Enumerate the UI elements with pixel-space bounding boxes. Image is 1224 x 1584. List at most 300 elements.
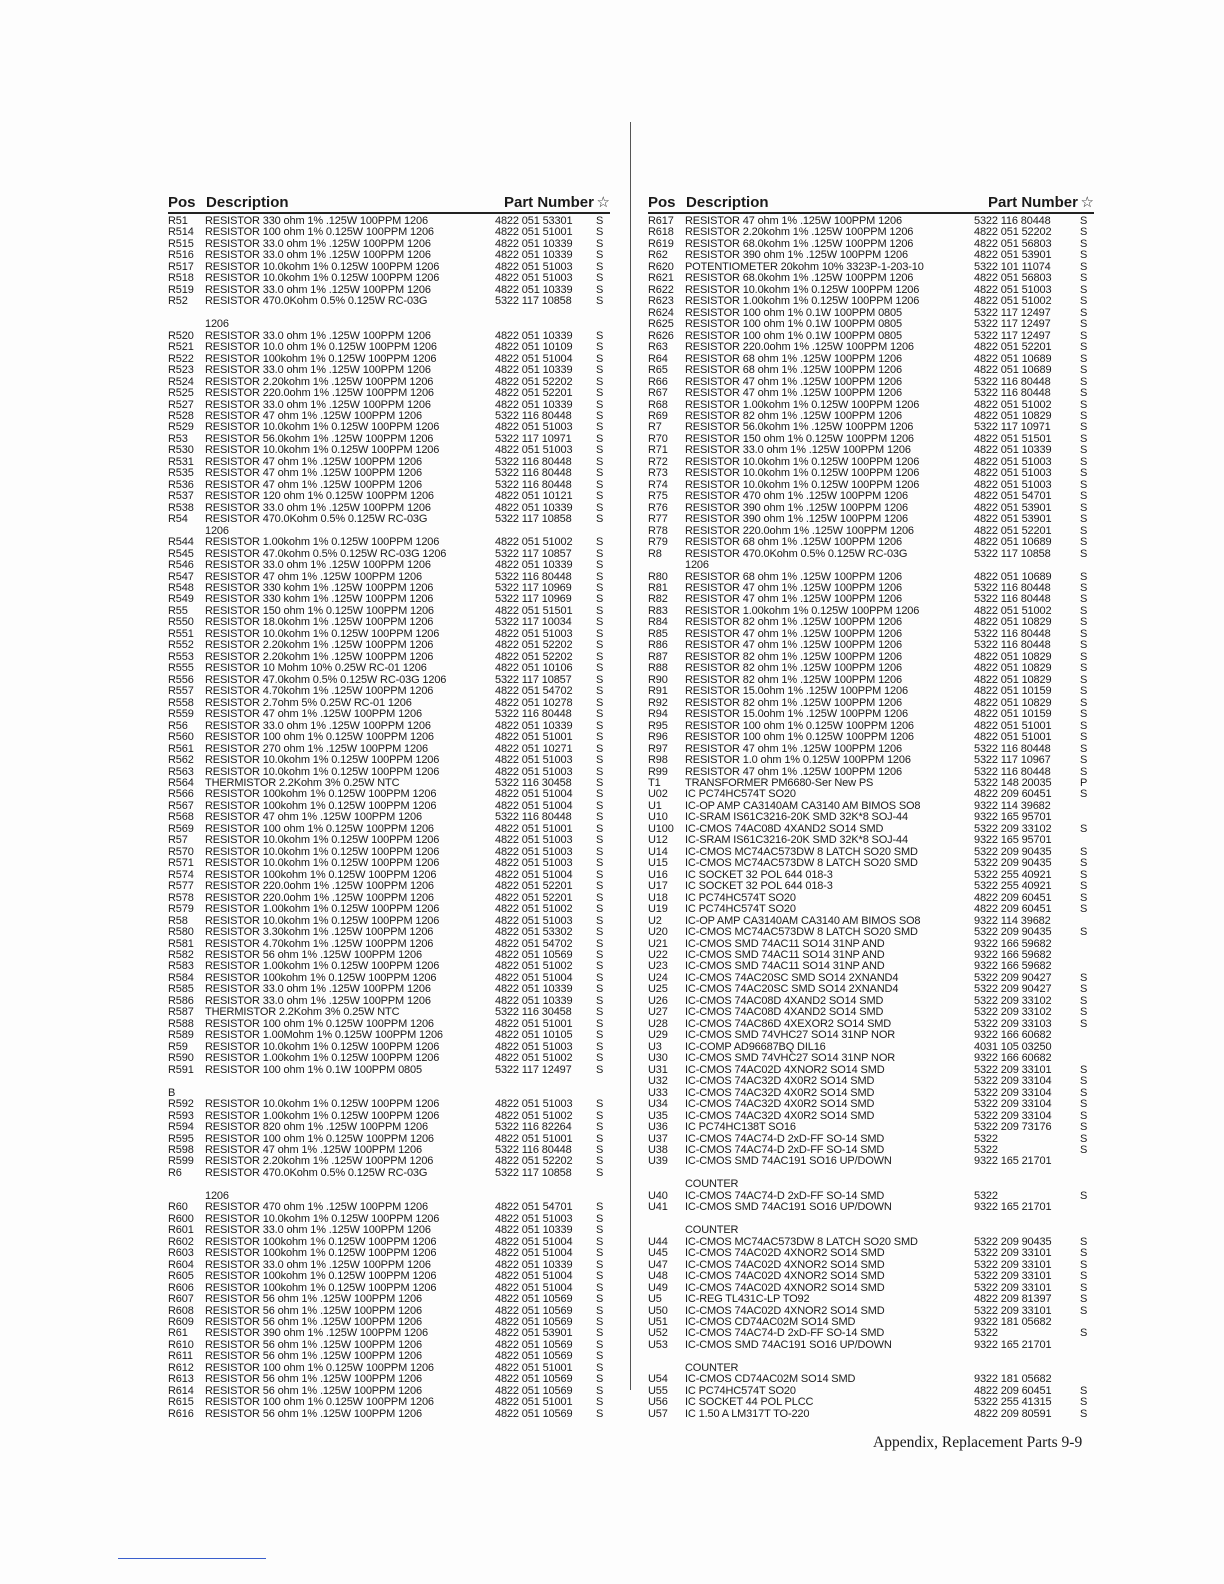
cell-service-code: S [596, 432, 604, 445]
cell-service-code: S [596, 742, 604, 755]
cell-service-code: S [596, 754, 604, 767]
cell-description: TRANSFORMER PM6680-Ser New PS [685, 776, 874, 789]
cell-pos: U52 [648, 1327, 668, 1340]
table-row [648, 1271, 1094, 1282]
cell-part-number: 4822 051 51003 [974, 283, 1052, 296]
cell-part-number: 4822 051 52202 [495, 639, 573, 652]
cell-description: RESISTOR 220.0ohm 1% .125W 100PPM 1206 [205, 891, 434, 904]
cell-description: RESISTOR 56 ohm 1% .125W 100PPM 1206 [205, 1293, 422, 1306]
cell-pos: U37 [648, 1132, 668, 1145]
cell-service-code: S [596, 1052, 604, 1065]
cell-description: RESISTOR 2.20kohm 1% .125W 100PPM 1206 [205, 375, 434, 388]
cell-description: RESISTOR 10.0kohm 1% 0.125W 100PPM 1206 [205, 444, 440, 457]
cell-description: THERMISTOR 2.2Kohm 3% 0.25W NTC [205, 776, 400, 789]
cell-service-code: S [1080, 318, 1088, 331]
cell-service-code: S [596, 994, 604, 1007]
cell-part-number: 4822 051 51001 [495, 226, 573, 239]
cell-pos: U16 [648, 868, 668, 881]
cell-part-number: 5322 209 33102 [974, 822, 1052, 835]
table-header [648, 190, 1094, 214]
table-row [168, 1271, 610, 1282]
cell-description: IC-CMOS 74AC02D 4XNOR2 SO14 SMD [685, 1281, 885, 1294]
cell-service-code: S [596, 949, 604, 961]
cell-part-number: 5322 255 40921 [974, 868, 1052, 881]
table-row [168, 686, 610, 697]
cell-description: RESISTOR 47 ohm 1% .125W 100PPM 1206 [205, 478, 422, 491]
cell-service-code: S [596, 639, 604, 652]
table-row [168, 491, 610, 502]
cell-service-code: S [1080, 868, 1088, 881]
table-row [648, 1248, 1094, 1259]
cell-pos: R94 [648, 708, 668, 721]
cell-pos: R621 [648, 272, 674, 285]
cell-pos: R65 [648, 364, 668, 377]
cell-service-code: S [1080, 1293, 1088, 1306]
cell-description: RESISTOR 47 ohm 1% .125W 100PPM 1206 [685, 375, 902, 388]
cell-description: RESISTOR 68.0kohm 1% .125W 100PPM 1206 [685, 237, 914, 250]
cell-part-number: 5322 116 80448 [495, 570, 572, 583]
table-row [648, 1076, 1094, 1087]
cell-description: IC-CMOS 74AC02D 4XNOR2 SO14 SMD [685, 1063, 885, 1076]
cell-pos: R78 [648, 524, 668, 537]
cell-part-number: 4822 051 10339 [495, 237, 573, 250]
cell-service-code: S [1080, 226, 1088, 239]
cell-service-code: S [596, 1361, 604, 1374]
cell-service-code: S [1080, 1086, 1088, 1099]
cell-service-code: S [1080, 1281, 1088, 1294]
cell-service-code: S [1080, 536, 1088, 549]
table-row [168, 1248, 610, 1259]
cell-part-number: 4822 209 60451 [974, 891, 1052, 904]
cell-description: IC-CMOS 74AC32D 4X0R2 SO14 SMD [685, 1109, 875, 1122]
cell-pos: R83 [648, 604, 668, 617]
cell-part-number: 4822 051 51004 [495, 1270, 573, 1283]
cell-service-code: S [596, 731, 604, 744]
cell-description: IC-CMOS 74AC02D 4XNOR2 SO14 SMD [685, 1270, 885, 1283]
cell-pos: R609 [168, 1316, 194, 1328]
cell-part-number: 4822 051 54702 [495, 937, 573, 950]
cell-service-code: S [596, 857, 604, 870]
cell-service-code: S [1080, 593, 1088, 606]
cell-pos: R8 [648, 547, 662, 560]
cell-service-code: S [1080, 903, 1088, 916]
column-divider [630, 122, 631, 1390]
cell-description: RESISTOR 33.0 ohm 1% .125W 100PPM 1206 [205, 983, 431, 996]
cell-description: IC SOCKET 44 POL PLCC [685, 1396, 814, 1409]
cell-part-number: 4822 051 51003 [495, 1040, 573, 1053]
cell-service-code: S [596, 834, 604, 847]
cell-description: RESISTOR 100 ohm 1% 0.125W 100PPM 1206 [205, 731, 434, 744]
cell-service-code: S [596, 398, 604, 411]
cell-pos: R605 [168, 1270, 194, 1283]
cell-service-code: S [596, 1235, 604, 1248]
table-row [648, 1053, 1094, 1064]
cell-service-code: S [596, 1166, 604, 1179]
cell-description: RESISTOR 220.0ohm 1% .125W 100PPM 1206 [685, 341, 914, 354]
cell-pos: U44 [648, 1235, 668, 1248]
cell-pos: R536 [168, 478, 194, 491]
header-pos: Pos [648, 194, 676, 211]
cell-description: RESISTOR 470.0Kohm 0.5% 0.125W RC-03G [205, 513, 428, 526]
cell-description: IC-CMOS 74AC02D 4XNOR2 SO14 SMD [685, 1258, 885, 1271]
table-row [168, 1053, 610, 1064]
table-row [648, 1099, 1094, 1110]
cell-pos: R88 [648, 662, 668, 675]
cell-part-number: 4822 051 51003 [495, 1098, 573, 1111]
cell-description: IC-CMOS SMD 74AC11 SO14 31NP AND [685, 937, 885, 950]
cell-description: RESISTOR 56 ohm 1% .125W 100PPM 1206 [205, 1407, 422, 1420]
cell-description: IC-REG TL431C-LP TO92 [685, 1293, 810, 1306]
cell-description: IC-CMOS CD74AC02M SO14 SMD [685, 1316, 856, 1328]
cell-service-code: S [596, 1304, 604, 1317]
cell-pos: R610 [168, 1338, 194, 1351]
cell-description: RESISTOR 47 ohm 1% .125W 100PPM 1206 [685, 387, 902, 400]
cell-part-number: 4822 051 53901 [974, 249, 1052, 262]
cell-service-code: S [596, 1293, 604, 1306]
cell-pos: R557 [168, 685, 194, 698]
table-row [168, 709, 610, 720]
cell-service-code: S [596, 616, 604, 629]
cell-part-number: 5322 117 12497 [495, 1063, 572, 1076]
cell-service-code: S [596, 215, 604, 227]
cell-description: RESISTOR 270 ohm 1% .125W 100PPM 1206 [205, 742, 428, 755]
cell-service-code: S [1080, 1396, 1088, 1409]
cell-pos: R77 [648, 513, 668, 526]
cell-description: RESISTOR 56 ohm 1% .125W 100PPM 1206 [205, 1350, 422, 1363]
cell-service-code: S [1080, 467, 1088, 480]
cell-part-number: 4822 051 52201 [974, 341, 1052, 354]
cell-description: RESISTOR 82 ohm 1% .125W 100PPM 1206 [685, 696, 902, 709]
cell-pos: R51 [168, 215, 188, 227]
cell-pos: R578 [168, 891, 194, 904]
cell-description: IC-CMOS MC74AC573DW 8 LATCH SO20 SMD [685, 857, 918, 870]
cell-pos: R587 [168, 1006, 194, 1019]
cell-pos: U57 [648, 1407, 668, 1420]
table-row [648, 1156, 1094, 1167]
cell-part-number: 5322 117 10858 [495, 295, 572, 308]
table-row [648, 732, 1094, 743]
cell-part-number: 5322 116 80448 [495, 478, 572, 491]
cell-part-number: 4822 051 51001 [495, 1132, 573, 1145]
cell-part-number: 9322 166 60682 [974, 1052, 1052, 1065]
table-row [168, 514, 610, 525]
cell-part-number: 4822 051 51003 [495, 765, 573, 778]
cell-service-code: S [1080, 513, 1088, 526]
cell-pos: R515 [168, 237, 194, 250]
cell-description: COUNTER [685, 1178, 739, 1191]
cell-part-number: 4822 051 51004 [495, 1281, 573, 1294]
cell-service-code: S [1080, 880, 1088, 893]
cell-description: RESISTOR 10.0kohm 1% 0.125W 100PPM 1206 [685, 467, 920, 480]
cell-pos: R96 [648, 731, 668, 744]
table-row [648, 755, 1094, 766]
cell-pos: B [168, 1086, 176, 1099]
cell-description: IC PC74HC574T SO20 [685, 903, 796, 916]
cell-part-number: 4822 051 51002 [974, 295, 1052, 308]
cell-part-number: 5322 116 80448 [495, 811, 572, 824]
cell-description: RESISTOR 100kohm 1% 0.125W 100PPM 1206 [205, 788, 437, 801]
cell-service-code: S [596, 409, 604, 422]
cell-part-number: 4822 051 10829 [974, 662, 1052, 675]
cell-part-number: 5322 209 90435 [974, 845, 1052, 858]
cell-part-number: 5322 209 33101 [974, 1304, 1052, 1317]
table-row [168, 904, 610, 915]
cell-pos: R588 [168, 1017, 194, 1030]
cell-service-code: S [1080, 547, 1088, 560]
cell-service-code: S [1080, 524, 1088, 537]
cell-description: IC PC74HC574T SO20 [685, 1384, 796, 1397]
cell-service-code: S [596, 627, 604, 640]
cell-part-number: 5322 148 20035 [974, 776, 1052, 789]
cell-part-number: 4822 051 10339 [495, 398, 573, 411]
cell-part-number: 4822 051 10829 [974, 616, 1052, 629]
cell-pos: R585 [168, 983, 194, 996]
cell-service-code: S [1080, 696, 1088, 709]
cell-part-number: 4822 051 51004 [495, 788, 573, 801]
cell-service-code: S [1080, 1006, 1088, 1019]
cell-service-code: S [596, 501, 604, 514]
cell-description: 1206 [685, 559, 709, 572]
table-row [648, 1225, 1094, 1236]
cell-description: RESISTOR 100 ohm 1% 0.125W 100PPM 1206 [205, 1396, 434, 1409]
table-row [648, 709, 1094, 720]
cell-service-code: S [1080, 237, 1088, 250]
cell-pos: R595 [168, 1132, 194, 1145]
table-row [648, 319, 1094, 330]
cell-part-number: 4822 051 10271 [495, 742, 573, 755]
cell-description: IC PC74HC574T SO20 [685, 788, 796, 801]
cell-part-number: 4031 105 03250 [974, 1040, 1052, 1053]
cell-description: 1206 [205, 318, 229, 331]
cell-pos: R531 [168, 455, 194, 468]
cell-description: RESISTOR 1.00Mohm 1% 0.125W 100PPM 1206 [205, 1029, 443, 1042]
cell-service-code: S [596, 536, 604, 549]
cell-service-code: S [1080, 1304, 1088, 1317]
cell-part-number: 5322 116 80448 [974, 639, 1051, 652]
cell-part-number: 5322 209 90427 [974, 983, 1052, 996]
cell-pos: R58 [168, 914, 188, 927]
cell-pos: R613 [168, 1373, 194, 1386]
cell-part-number: 5322 116 80448 [495, 708, 572, 721]
cell-service-code: S [596, 1384, 604, 1397]
cell-pos: R546 [168, 559, 194, 572]
cell-pos: R552 [168, 639, 194, 652]
cell-service-code: S [1080, 627, 1088, 640]
cell-pos: R528 [168, 409, 194, 422]
cell-part-number: 4822 051 51003 [495, 834, 573, 847]
cell-part-number: 4822 051 51501 [974, 432, 1052, 445]
cell-pos: U14 [648, 845, 668, 858]
cell-service-code: S [1080, 1075, 1088, 1088]
cell-pos: R604 [168, 1258, 194, 1271]
cell-service-code: S [1080, 364, 1088, 377]
cell-pos: R556 [168, 673, 194, 686]
cell-description: RESISTOR 100kohm 1% 0.125W 100PPM 1206 [205, 1281, 437, 1294]
cell-part-number: 4822 051 53901 [495, 1327, 573, 1340]
cell-description: RESISTOR 1.00kohm 1% 0.125W 100PPM 1206 [685, 295, 920, 308]
cell-description: RESISTOR 100 ohm 1% 0.125W 100PPM 1206 [205, 1361, 434, 1374]
cell-pos: U3 [648, 1040, 662, 1053]
table-row [648, 549, 1094, 560]
cell-service-code: P [1080, 776, 1088, 789]
cell-part-number: 5322 209 90435 [974, 857, 1052, 870]
cell-part-number: 4822 051 51002 [495, 1052, 573, 1065]
cell-part-number: 5322 116 80448 [974, 215, 1051, 227]
cell-service-code: S [1080, 1109, 1088, 1122]
cell-description: RESISTOR 1.00kohm 1% 0.125W 100PPM 1206 [685, 604, 920, 617]
cell-service-code: S [596, 1407, 604, 1420]
cell-description: RESISTOR 10.0kohm 1% 0.125W 100PPM 1206 [205, 754, 440, 767]
table-row [168, 732, 610, 743]
cell-pos: U47 [648, 1258, 668, 1271]
cell-part-number: 5322 116 80448 [495, 455, 572, 468]
cell-part-number: 9322 166 59682 [974, 949, 1052, 961]
cell-description: RESISTOR 150 ohm 1% 0.125W 100PPM 1206 [685, 432, 914, 445]
table-row [168, 1099, 610, 1110]
cell-description: RESISTOR 390 ohm 1% .125W 100PPM 1206 [685, 501, 908, 514]
cell-description: RESISTOR 47 ohm 1% .125W 100PPM 1206 [685, 593, 902, 606]
cell-description: RESISTOR 470.0Kohm 0.5% 0.125W RC-03G [205, 295, 428, 308]
cell-service-code: S [596, 341, 604, 354]
cell-description: RESISTOR 33.0 ohm 1% .125W 100PPM 1206 [205, 994, 431, 1007]
cell-part-number: 4822 051 51002 [974, 604, 1052, 617]
cell-pos: R92 [648, 696, 668, 709]
cell-part-number: 4822 051 52202 [974, 226, 1052, 239]
cell-description: RESISTOR 4.70kohm 1% .125W 100PPM 1206 [205, 685, 434, 698]
cell-description: RESISTOR 100kohm 1% 0.125W 100PPM 1206 [205, 352, 437, 365]
cell-description: RESISTOR 33.0 ohm 1% .125W 100PPM 1206 [205, 364, 431, 377]
cell-pos: R607 [168, 1293, 194, 1306]
cell-service-code: S [596, 1121, 604, 1134]
cell-service-code: S [1080, 994, 1088, 1007]
cell-service-code: S [1080, 616, 1088, 629]
cell-service-code: S [1080, 375, 1088, 388]
cell-description: COUNTER [685, 1361, 739, 1374]
cell-service-code: S [1080, 685, 1088, 698]
cell-pos: U29 [648, 1029, 668, 1042]
cell-service-code: S [596, 1212, 604, 1225]
cell-service-code: S [596, 593, 604, 606]
cell-pos: U28 [648, 1017, 668, 1030]
table-row [168, 755, 610, 766]
cell-pos: R591 [168, 1063, 194, 1076]
cell-part-number: 4822 051 51001 [495, 822, 573, 835]
cell-description: RESISTOR 100 ohm 1% 0.125W 100PPM 1206 [685, 719, 914, 732]
cell-pos: R60 [168, 1201, 188, 1214]
cell-pos: R563 [168, 765, 194, 778]
cell-service-code: S [1080, 1235, 1088, 1248]
cell-pos: R606 [168, 1281, 194, 1294]
cell-part-number: 4822 051 10339 [495, 719, 573, 732]
cell-pos: R87 [648, 650, 668, 663]
cell-pos: R53 [168, 432, 188, 445]
cell-pos: U12 [648, 834, 668, 847]
cell-service-code: S [596, 547, 604, 560]
cell-pos: R601 [168, 1224, 194, 1237]
cell-part-number: 4822 209 81397 [974, 1293, 1052, 1306]
cell-part-number: 5322 255 41315 [974, 1396, 1052, 1409]
cell-part-number: 5322 117 10034 [495, 616, 572, 629]
cell-part-number: 5322 209 73176 [974, 1121, 1052, 1134]
cell-description: RESISTOR 10.0kohm 1% 0.125W 100PPM 1206 [685, 283, 920, 296]
cell-pos: R566 [168, 788, 194, 801]
cell-service-code: S [596, 1247, 604, 1260]
cell-pos: R530 [168, 444, 194, 457]
cell-part-number: 4822 051 10689 [974, 536, 1052, 549]
cell-description: RESISTOR 10.0kohm 1% 0.125W 100PPM 1206 [205, 1098, 440, 1111]
cell-pos: R619 [648, 237, 674, 250]
cell-service-code: S [596, 1132, 604, 1145]
cell-description: IC-CMOS SMD 74AC11 SO14 31NP AND [685, 949, 885, 961]
cell-part-number: 5322 209 33101 [974, 1063, 1052, 1076]
cell-description: RESISTOR 47 ohm 1% .125W 100PPM 1206 [205, 409, 422, 422]
cell-service-code: S [1080, 421, 1088, 434]
cell-pos: U36 [648, 1121, 668, 1134]
table-row [648, 514, 1094, 525]
cell-pos: U31 [648, 1063, 668, 1076]
cell-description: RESISTOR 10.0kohm 1% 0.125W 100PPM 1206 [205, 857, 440, 870]
cell-service-code: S [596, 971, 604, 984]
cell-part-number: 4822 051 52201 [495, 387, 573, 400]
cell-description: RESISTOR 10.0kohm 1% 0.125W 100PPM 1206 [205, 834, 440, 847]
cell-description: RESISTOR 100 ohm 1% 0.1W 100PPM 0805 [685, 306, 902, 319]
cell-description: RESISTOR 470.0Kohm 0.5% 0.125W RC-03G [205, 1166, 428, 1179]
cell-pos: R616 [168, 1407, 194, 1420]
cell-pos: R583 [168, 960, 194, 973]
cell-pos: R570 [168, 845, 194, 858]
cell-description: RESISTOR 1.00kohm 1% 0.125W 100PPM 1206 [205, 536, 440, 549]
table-row [168, 1225, 610, 1236]
cell-pos: R519 [168, 283, 194, 296]
cell-pos: R62 [648, 249, 668, 262]
cell-description: RESISTOR 4.70kohm 1% .125W 100PPM 1206 [205, 937, 434, 950]
cell-description: RESISTOR 10.0kohm 1% 0.125W 100PPM 1206 [205, 765, 440, 778]
cell-part-number: 4822 051 51003 [495, 845, 573, 858]
cell-description: RESISTOR 10.0kohm 1% 0.125W 100PPM 1206 [205, 260, 440, 273]
table-row [648, 927, 1094, 938]
cell-service-code: S [1080, 1063, 1088, 1076]
cell-pos: R73 [648, 467, 668, 480]
cell-part-number: 4822 051 51003 [495, 914, 573, 927]
cell-part-number: 4822 051 51003 [495, 444, 573, 457]
cell-pos: R68 [648, 398, 668, 411]
cell-part-number: 4822 051 10339 [495, 283, 573, 296]
cell-pos: U5 [648, 1293, 662, 1306]
cell-part-number: 4822 051 10105 [495, 1029, 573, 1042]
table-row [648, 342, 1094, 353]
cell-service-code: S [596, 1258, 604, 1271]
table-row [168, 296, 610, 307]
cell-pos: R568 [168, 811, 194, 824]
cell-description: RESISTOR 820 ohm 1% .125W 100PPM 1206 [205, 1121, 428, 1134]
cell-service-code: S [1080, 639, 1088, 652]
cell-description: IC-CMOS SMD 74AC191 SO16 UP/DOWN [685, 1338, 892, 1351]
table-row [168, 319, 610, 330]
table-row [648, 1340, 1094, 1351]
cell-description: RESISTOR 220.0ohm 1% .125W 100PPM 1206 [685, 524, 914, 537]
table-row [648, 365, 1094, 376]
cell-pos: U22 [648, 949, 668, 961]
cell-part-number: 4822 051 51004 [495, 799, 573, 812]
table-row [168, 1294, 610, 1305]
cell-pos: R97 [648, 742, 668, 755]
cell-description: RESISTOR 220.0ohm 1% .125W 100PPM 1206 [205, 387, 434, 400]
cell-description: RESISTOR 1.00kohm 1% 0.125W 100PPM 1206 [205, 960, 440, 973]
cell-service-code: S [1080, 295, 1088, 308]
cell-pos: R620 [648, 260, 674, 273]
cell-description: RESISTOR 47 ohm 1% .125W 100PPM 1206 [685, 627, 902, 640]
cell-description: RESISTOR 47 ohm 1% .125W 100PPM 1206 [205, 455, 422, 468]
